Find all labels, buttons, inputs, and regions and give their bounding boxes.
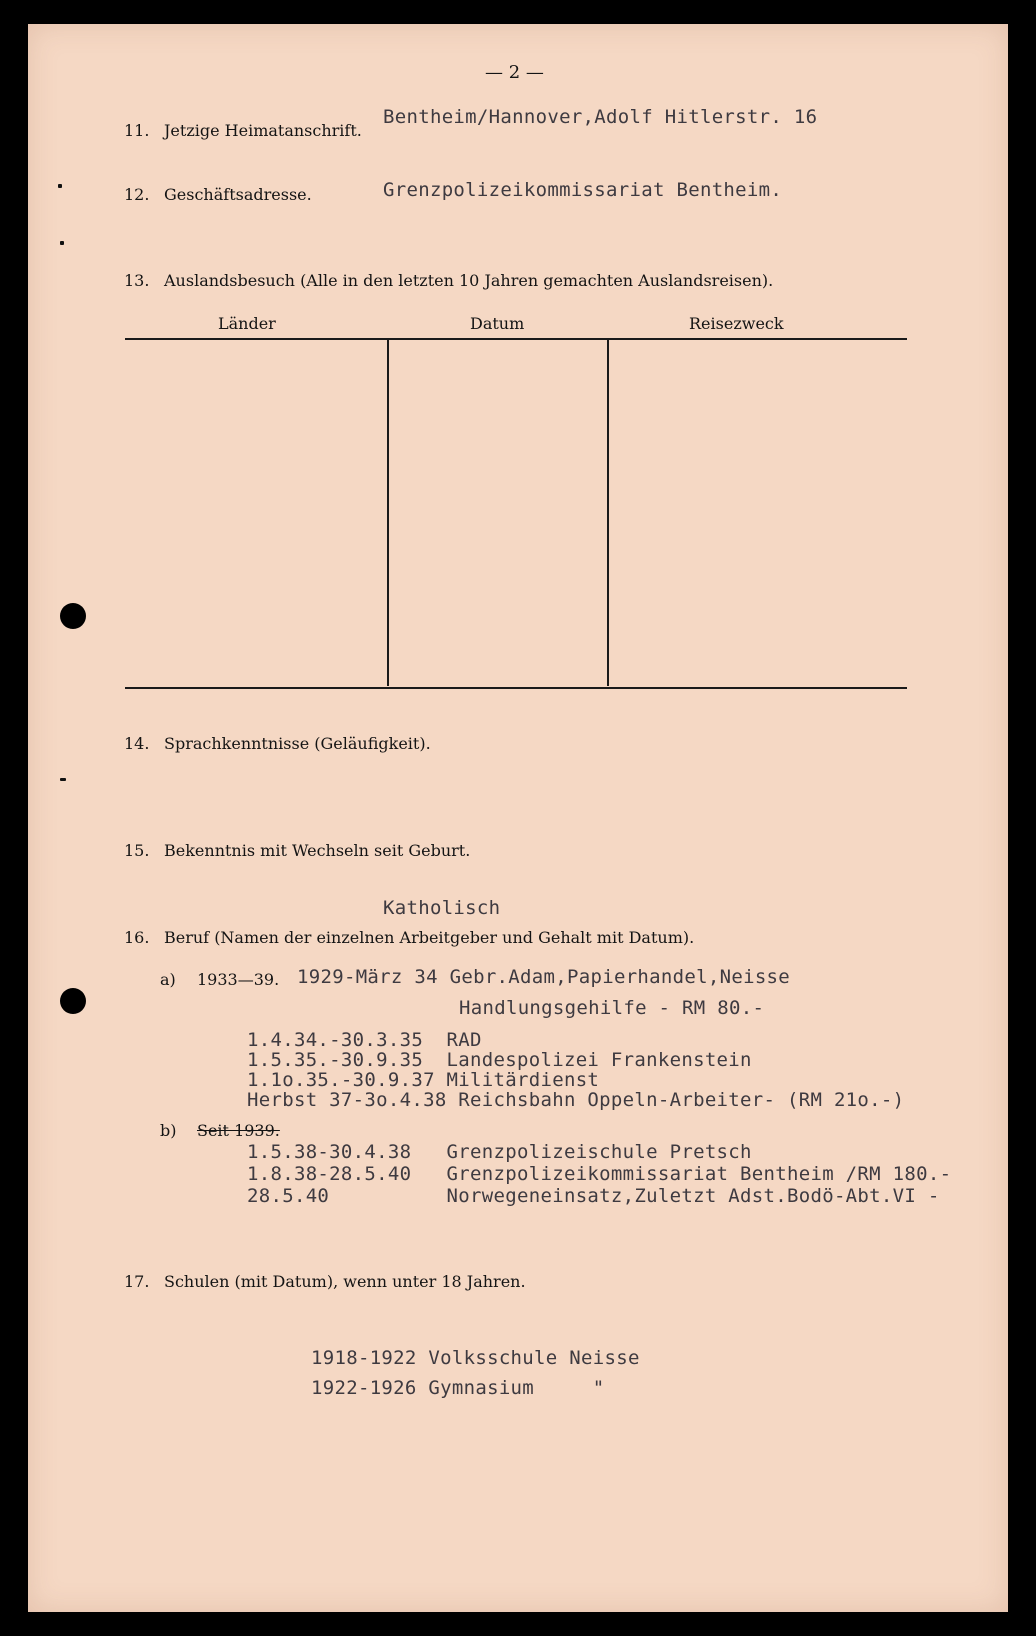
item-15-question: [124, 841, 470, 860]
margin-mark: [60, 778, 66, 781]
item-13-number: 13.: [124, 271, 150, 290]
item-17-number: 17.: [124, 1272, 150, 1291]
item-11-question: [124, 121, 362, 140]
item-16a-period: 1933—39.: [197, 970, 280, 989]
punch-hole-lower: [60, 988, 86, 1014]
item-12-answer: Grenzpolizeikommissariat Bentheim.: [383, 179, 783, 201]
item-12-label: Geschäftsadresse.: [164, 185, 312, 204]
table-header-laender: Länder: [218, 314, 276, 333]
margin-mark: [60, 241, 64, 245]
item-16-question: [124, 928, 694, 947]
item-14-question: [124, 734, 431, 753]
item-15-number: 15.: [124, 841, 150, 860]
school-line: 1922-1926 Gymnasium ": [311, 1377, 605, 1399]
employment-line: 1.1o.35.-30.9.37 Militärdienst: [247, 1069, 600, 1091]
item-15-label: Bekenntnis mit Wechseln seit Geburt.: [164, 841, 471, 860]
item-17-question: [124, 1272, 526, 1291]
document-page: [28, 24, 1008, 1612]
item-16b-period: Seit 1939.: [197, 1121, 280, 1140]
item-14-label: Sprachkenntnisse (Geläufigkeit).: [164, 734, 431, 753]
employment-line: 1.5.35.-30.9.35 Landespolizei Frankenstein: [247, 1049, 752, 1071]
item-14-number: 14.: [124, 734, 150, 753]
item-11-label: Jetzige Heimatanschrift.: [164, 121, 362, 140]
page-number: — 2 —: [485, 62, 544, 83]
employment-line: Handlungsgehilfe - RM 80.-: [459, 997, 765, 1019]
table-header-datum: Datum: [470, 314, 525, 333]
employment-line: 28.5.40 Norwegeneinsatz,Zuletzt Adst.Bodö-Abt.VI -: [247, 1185, 940, 1207]
item-16-number: 16.: [124, 928, 150, 947]
table-divider-2: [607, 340, 609, 686]
table-header-reisezweck: Reisezweck: [689, 314, 784, 333]
table-divider-1: [387, 340, 389, 686]
item-16-label: Beruf (Namen der einzelnen Arbeitgeber und Gehalt mit Datum).: [164, 928, 695, 947]
employment-line: Herbst 37-3o.4.38 Reichsbahn Oppeln-Arbeiter- (RM 21o.-): [247, 1089, 905, 1111]
employment-line: 1.5.38-30.4.38 Grenzpolizeischule Pretsch: [247, 1141, 752, 1163]
employment-line: 1929-März 34 Gebr.Adam,Papierhandel,Neisse: [297, 966, 791, 988]
table-bottom-rule: [125, 687, 907, 689]
margin-mark: [58, 184, 62, 188]
punch-hole-upper: [60, 603, 86, 629]
item-16a-label: a): [160, 970, 176, 989]
employment-line: 1.4.34.-30.3.35 RAD: [247, 1029, 482, 1051]
employment-line: 1.8.38-28.5.40 Grenzpolizeikommissariat Bentheim /RM 180.-: [247, 1163, 952, 1185]
item-15-answer: Katholisch: [383, 897, 501, 919]
item-11-number: 11.: [124, 121, 150, 140]
item-13-label: Auslandsbesuch (Alle in den letzten 10 Jahren gemachten Auslandsreisen).: [164, 271, 774, 290]
item-12-number: 12.: [124, 185, 150, 204]
item-11-answer: Bentheim/Hannover,Adolf Hitlerstr. 16: [383, 106, 818, 128]
school-line: 1918-1922 Volksschule Neisse: [311, 1347, 640, 1369]
item-13-question: [124, 271, 773, 290]
item-17-label: Schulen (mit Datum), wenn unter 18 Jahren.: [164, 1272, 526, 1291]
item-12-question: [124, 185, 312, 204]
item-16b-label: b): [160, 1121, 177, 1140]
table-top-rule: [125, 338, 907, 340]
